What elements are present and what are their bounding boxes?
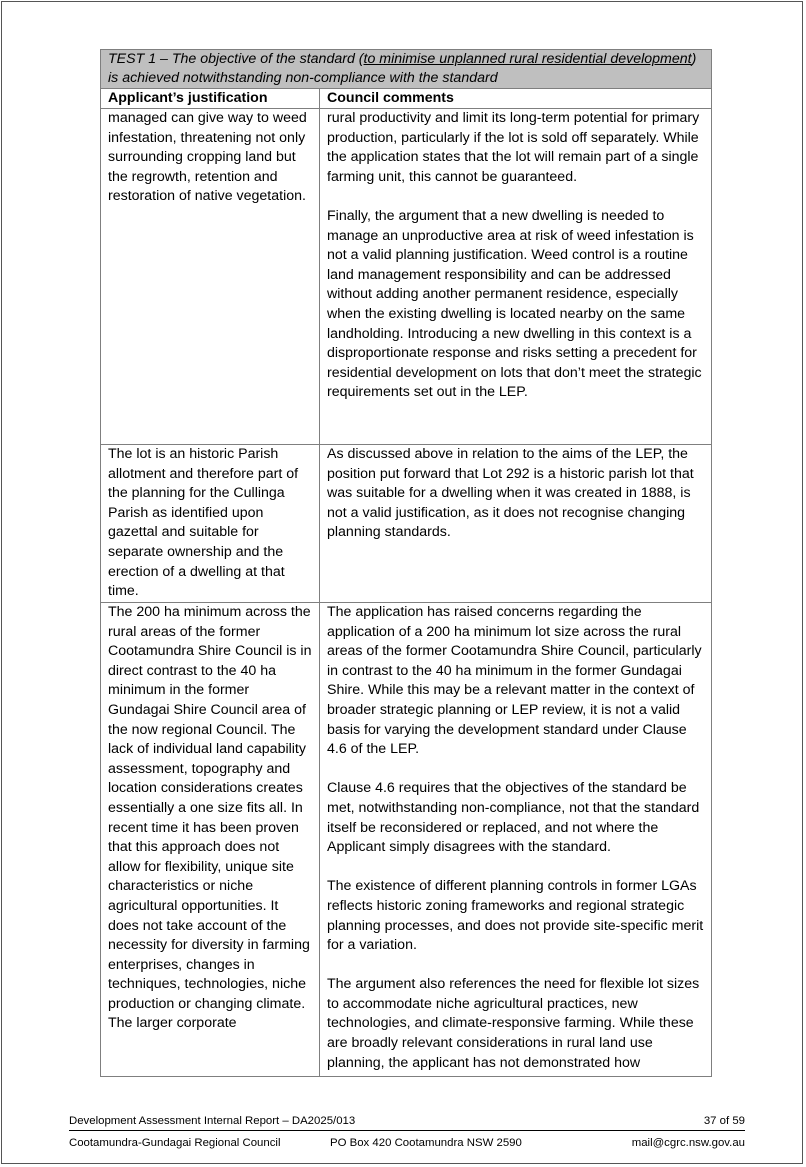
table-row bbox=[101, 109, 712, 445]
council-comment-cell bbox=[320, 603, 712, 1077]
column-header-applicant: Applicant’s justification bbox=[101, 89, 320, 109]
title-prefix: TEST 1 – The objective of the standard ( bbox=[108, 51, 364, 67]
footer-divider bbox=[69, 1130, 745, 1131]
council-comment: Clause 4.6 requires that the objectives of the standard be met, notwithstanding non-compliance, not that the standard itself be reconsidered or replaced, and not where the Applicant simply disagrees with the standard. bbox=[327, 780, 700, 856]
table-title-row bbox=[101, 50, 712, 89]
council-comment-cell bbox=[320, 109, 712, 445]
assessment-table bbox=[100, 49, 712, 1077]
table-row bbox=[101, 603, 712, 1077]
contact-email: mail@cgrc.nsw.gov.au bbox=[631, 1137, 745, 1149]
report-title: Development Assessment Internal Report – DA2025/013 bbox=[69, 1115, 356, 1127]
council-comment: Finally, the argument that a new dwelling is needed to manage an unproductive area at risk of weed infestation is not a valid planning justification. Weed control is a routine land management responsibility and can be addressed without adding another permanent residence, especially when the existing dwelling is located nearby on the same landholding. Introducing a new dwelling in this context is a disproportionate response and risks setting a precedent for residential development on lots that don’t meet the strategic requirements set out in the LEP. bbox=[327, 207, 702, 401]
council-comment: The application has raised concerns regarding the application of a 200 ha minimum lot size across the rural areas of the former Cootamundra Shire Council, particularly in contrast to the 40 ha minimum in the former Gundagai Shire. While this may be a relevant matter in the context of broader strategic planning or LEP review, it is not a valid basis for varying the development standard under Clause 4.6 of the LEP. bbox=[327, 604, 702, 758]
council-comment: The argument also references the need for flexible lot sizes to accommodate niche agricultural practices, new technologies, and climate-responsive farming. While these are broadly relevant considerations in rural land use planning, the applicant has not demonstrated how bbox=[327, 976, 700, 1071]
title-suffix: ) is achieved notwithstanding non-compliance with the standard bbox=[108, 51, 697, 86]
council-comment: As discussed above in relation to the aims of the LEP, the position put forward that Lot 292 is a historic parish lot that was suitable for a dwelling when it was created in 1888, is not a valid justification, as it does not recognise changing planning standards. bbox=[327, 446, 694, 541]
applicant-justification: The lot is an historic Parish allotment and therefore part of the planning for the Cullinga Parish as identified upon gazettal and suitable for separate ownership and the erection of a dwelling at that time. bbox=[108, 446, 299, 600]
table-header-row bbox=[101, 89, 712, 109]
applicant-justification-cell bbox=[101, 445, 320, 603]
footer-contact-line bbox=[69, 1136, 745, 1150]
applicant-justification-cell bbox=[101, 109, 320, 445]
applicant-justification: The 200 ha minimum across the rural areas of the former Cootamundra Shire Council is in direct contrast to the 40 ha minimum in the former Gundagai Shire Council area of the now regional Council. The lack of individual land capability assessment, topography and location considerations creates essentially a one size fits all. In recent time it has been proven that this approach does not allow for flexibility, unique site characteristics or niche agricultural opportunities. It does not take account of the necessity for diversity in farming enterprises, changes in techniques, technologies, niche production or changing climate. The larger corporate bbox=[108, 604, 312, 1032]
postal-address: PO Box 420 Cootamundra NSW 2590 bbox=[330, 1137, 522, 1149]
page-number: 37 of 59 bbox=[703, 1115, 745, 1127]
footer-report-line bbox=[69, 1114, 745, 1128]
column-header-council: Council comments bbox=[320, 89, 712, 109]
council-comment: The existence of different planning controls in former LGAs reflects historic zoning frameworks and regional strategic planning processes, and does not provide site-specific merit for a variation. bbox=[327, 878, 704, 954]
council-comment: rural productivity and limit its long-term potential for primary production, particularly if the lot is sold off separately. While the application states that the lot will remain part of a single farming unit, this cannot be guaranteed. bbox=[327, 110, 700, 185]
table-row bbox=[101, 445, 712, 603]
table-title bbox=[101, 50, 712, 89]
document-page bbox=[1, 1, 803, 1164]
applicant-justification-cell bbox=[101, 603, 320, 1077]
council-comment-cell bbox=[320, 445, 712, 603]
applicant-justification: managed can give way to weed infestation, threatening not only surrounding cropping land but the regrowth, retention and restoration of native vegetation. bbox=[108, 110, 307, 205]
title-objective: to minimise unplanned rural residential development bbox=[363, 51, 692, 67]
council-name: Cootamundra-Gundagai Regional Council bbox=[69, 1137, 281, 1149]
